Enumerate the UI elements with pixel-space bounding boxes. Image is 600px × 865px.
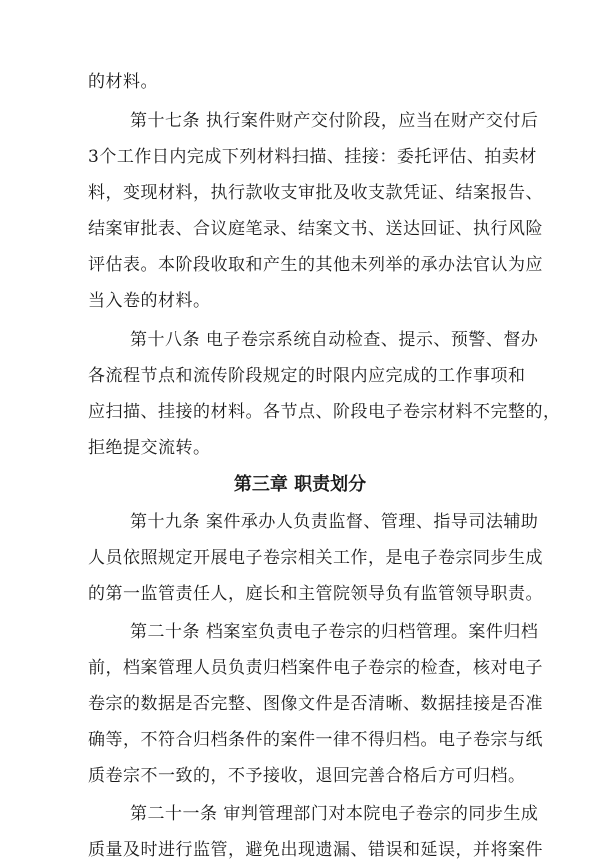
article-21-heading-line: 第二十一条 审判管理部门对本院电子卷宗的同步生成 <box>130 804 539 824</box>
article-18-heading-line: 第十八条 电子卷宗系统自动检查、提示、预警、督办 <box>130 330 539 350</box>
article-20-heading-line: 第二十条 档案室负责电子卷宗的归档管理。案件归档 <box>130 622 539 642</box>
text-line: 3个工作日内完成下列材料扫描、挂接：委托评估、拍卖材 <box>88 147 537 167</box>
text-line: 质卷宗不一致的，不予接收，退回完善合格后方可归档。 <box>88 766 526 786</box>
text-line: 前，档案管理人员负责归档案件电子卷宗的检查，核对电子 <box>88 658 543 678</box>
text-line: 卷宗的数据是否完整、图像文件是否清晰、数据挂接是否准 <box>88 694 543 714</box>
text-line: 的材料。 <box>88 72 158 92</box>
chapter-heading: 第三章 职责划分 <box>233 474 367 495</box>
text-line: 质量及时进行监管，避免出现遗漏、错误和延误，并将案件 <box>88 840 543 860</box>
text-line: 料，变现材料，执行款收支审批及收支款凭证、结案报告、 <box>88 183 543 203</box>
text-line: 确等，不符合归档条件的案件一律不得归档。电子卷宗与纸 <box>88 730 543 750</box>
text-line: 当入卷的材料。 <box>88 291 211 311</box>
article-17-heading-line: 第十七条 执行案件财产交付阶段，应当在财产交付后 <box>130 111 539 131</box>
text-line: 结案审批表、合议庭笔录、结案文书、送达回证、执行风险 <box>88 219 543 239</box>
text-line: 应扫描、挂接的材料。各节点、阶段电子卷宗材料不完整的， <box>88 402 561 422</box>
text-line: 各流程节点和流传阶段规定的时限内应完成的工作事项和 <box>88 366 526 386</box>
text-line: 拒绝提交流转。 <box>88 438 211 458</box>
article-19-heading-line: 第十九条 案件承办人负责监督、管理、指导司法辅助 <box>130 512 539 532</box>
text-line: 人员依照规定开展电子卷宗相关工作，是电子卷宗同步生成 <box>88 548 543 568</box>
text-line: 的第一监管责任人，庭长和主管院领导负有监管领导职责。 <box>88 584 543 604</box>
text-line: 评估表。本阶段收取和产生的其他未列举的承办法官认为应 <box>88 255 543 275</box>
